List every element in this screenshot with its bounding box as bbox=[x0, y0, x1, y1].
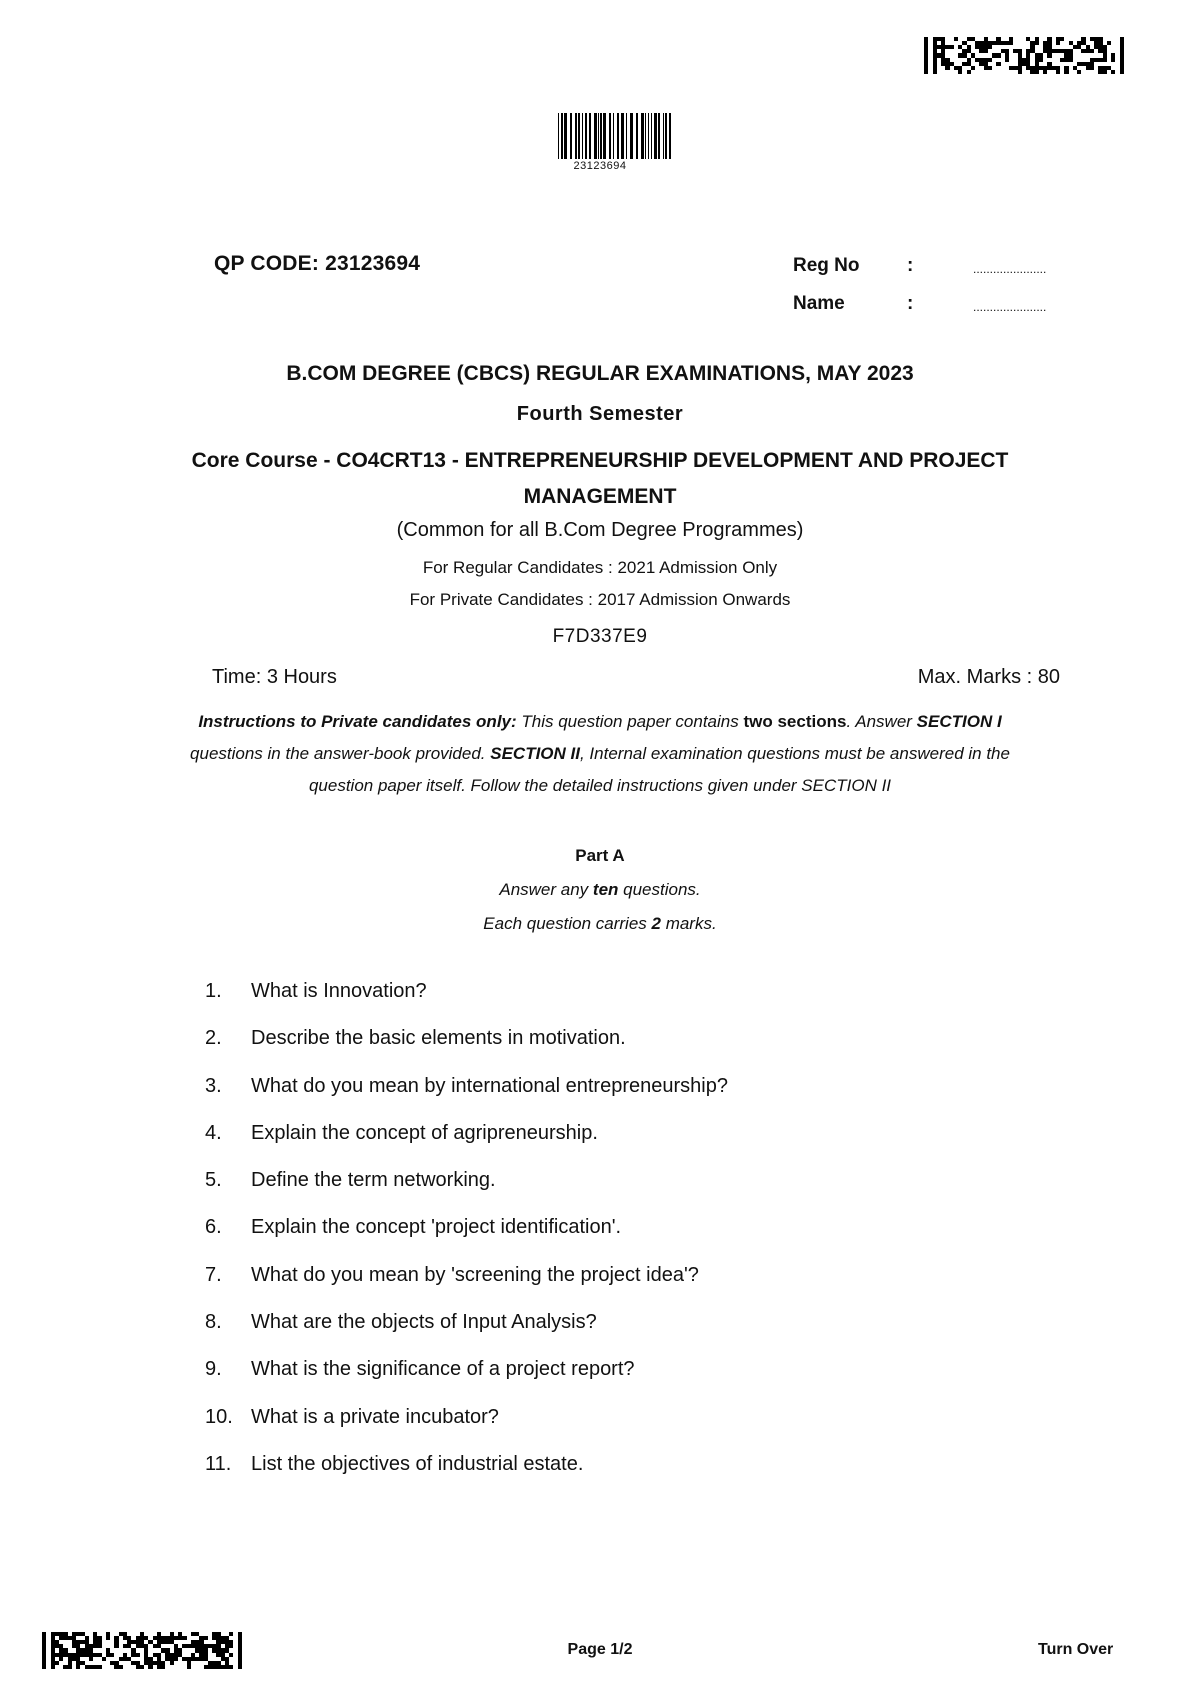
instructions-bold-3: SECTION II bbox=[490, 744, 580, 763]
name-label: Name bbox=[793, 293, 845, 314]
question-text: Explain the concept 'project identification'. bbox=[251, 1216, 622, 1239]
course-title bbox=[0, 443, 1200, 515]
private-candidates: For Private Candidates : 2017 Admission Onwards bbox=[409, 590, 791, 609]
time-allowed: Time: 3 Hours bbox=[212, 666, 337, 688]
instructions bbox=[170, 706, 1030, 802]
question-number: 10. bbox=[205, 1405, 233, 1428]
question-text: List the objectives of industrial estate. bbox=[251, 1452, 584, 1475]
part-a-title: Part A bbox=[575, 846, 625, 865]
question-text: What is a private incubator? bbox=[251, 1405, 499, 1428]
question-number: 2. bbox=[205, 1027, 222, 1050]
question-item bbox=[0, 1075, 1200, 1122]
turn-over: Turn Over bbox=[1038, 1641, 1114, 1658]
question-item bbox=[0, 1216, 1200, 1263]
answer-note-pre: Answer any bbox=[499, 880, 593, 899]
paper-code: F7D337E9 bbox=[552, 626, 648, 647]
question-item bbox=[0, 1264, 1200, 1311]
question-number: 8. bbox=[205, 1311, 222, 1334]
question-text: What do you mean by international entrepreneurship? bbox=[251, 1074, 728, 1097]
instructions-text-1: This question paper contains bbox=[516, 712, 744, 731]
part-a-answer-note bbox=[0, 880, 1200, 900]
instructions-text-3: questions in the answer-book provided. bbox=[190, 744, 491, 763]
question-number: 1. bbox=[205, 980, 222, 1002]
question-text: What are the objects of Input Analysis? bbox=[251, 1311, 597, 1334]
qp-code: QP CODE: 23123694 bbox=[214, 252, 421, 275]
marks-note-post: marks. bbox=[660, 914, 717, 933]
name-colon: : bbox=[907, 293, 914, 314]
reg-no-colon: : bbox=[907, 255, 914, 276]
instructions-lead: Instructions to Private candidates only: bbox=[198, 712, 517, 731]
course-title-line1: Core Course - CO4CRT13 - ENTREPRENEURSHIP DEVELOPMENT AND PROJECT bbox=[191, 449, 1009, 472]
reg-no-blank: ...................... bbox=[973, 262, 1047, 276]
top-right-2d-barcode bbox=[924, 37, 1128, 74]
instructions-bold-1: two sections bbox=[743, 712, 847, 731]
semester: Fourth Semester bbox=[516, 403, 684, 425]
question-item bbox=[0, 1406, 1200, 1453]
question-number: 4. bbox=[205, 1121, 222, 1144]
max-marks: Max. Marks : 80 bbox=[917, 666, 1060, 688]
question-item bbox=[0, 1453, 1200, 1500]
question-item bbox=[0, 1122, 1200, 1169]
name-blank: ...................... bbox=[973, 300, 1047, 314]
instructions-text-4: , Internal examination questions must be answered in the question paper itself. Follow the detailed instructions given under SECTION II bbox=[308, 744, 1010, 795]
answer-note-post: questions. bbox=[618, 880, 701, 899]
question-item bbox=[0, 1169, 1200, 1216]
question-item bbox=[0, 1027, 1200, 1074]
question-list bbox=[0, 980, 1200, 1500]
exam-title: B.COM DEGREE (CBCS) REGULAR EXAMINATIONS, MAY 2023 bbox=[286, 362, 914, 385]
center-linear-barcode bbox=[558, 113, 674, 159]
instructions-bold-2: SECTION I bbox=[916, 712, 1002, 731]
question-text: What is the significance of a project report? bbox=[251, 1358, 635, 1381]
question-text: What is Innovation? bbox=[251, 980, 427, 1002]
question-number: 11. bbox=[205, 1452, 232, 1475]
question-text: What do you mean by 'screening the project idea'? bbox=[251, 1263, 699, 1286]
part-a-marks-note bbox=[0, 914, 1200, 934]
question-number: 5. bbox=[205, 1169, 222, 1192]
question-text: Explain the concept of agripreneurship. bbox=[251, 1121, 598, 1144]
answer-note-bold: ten bbox=[592, 880, 619, 899]
question-item bbox=[0, 980, 1200, 1027]
marks-note-pre: Each question carries bbox=[483, 914, 652, 933]
instructions-text-2: . Answer bbox=[846, 712, 917, 731]
question-number: 7. bbox=[205, 1263, 222, 1286]
course-title-line2: MANAGEMENT bbox=[523, 485, 677, 508]
question-text: Describe the basic elements in motivation. bbox=[251, 1027, 626, 1050]
question-number: 9. bbox=[205, 1358, 222, 1381]
barcode-number: 23123694 bbox=[573, 160, 627, 172]
regular-candidates: For Regular Candidates : 2021 Admission Only bbox=[422, 558, 778, 577]
page-number: Page 1/2 bbox=[567, 1641, 633, 1658]
question-item bbox=[0, 1358, 1200, 1405]
reg-no-label: Reg No bbox=[793, 255, 860, 276]
question-item bbox=[0, 1311, 1200, 1358]
question-number: 3. bbox=[205, 1074, 222, 1097]
question-text: Define the term networking. bbox=[251, 1169, 496, 1192]
marks-note-bold: 2 bbox=[651, 914, 661, 933]
question-number: 6. bbox=[205, 1216, 222, 1239]
common-note: (Common for all B.Com Degree Programmes) bbox=[396, 519, 804, 541]
